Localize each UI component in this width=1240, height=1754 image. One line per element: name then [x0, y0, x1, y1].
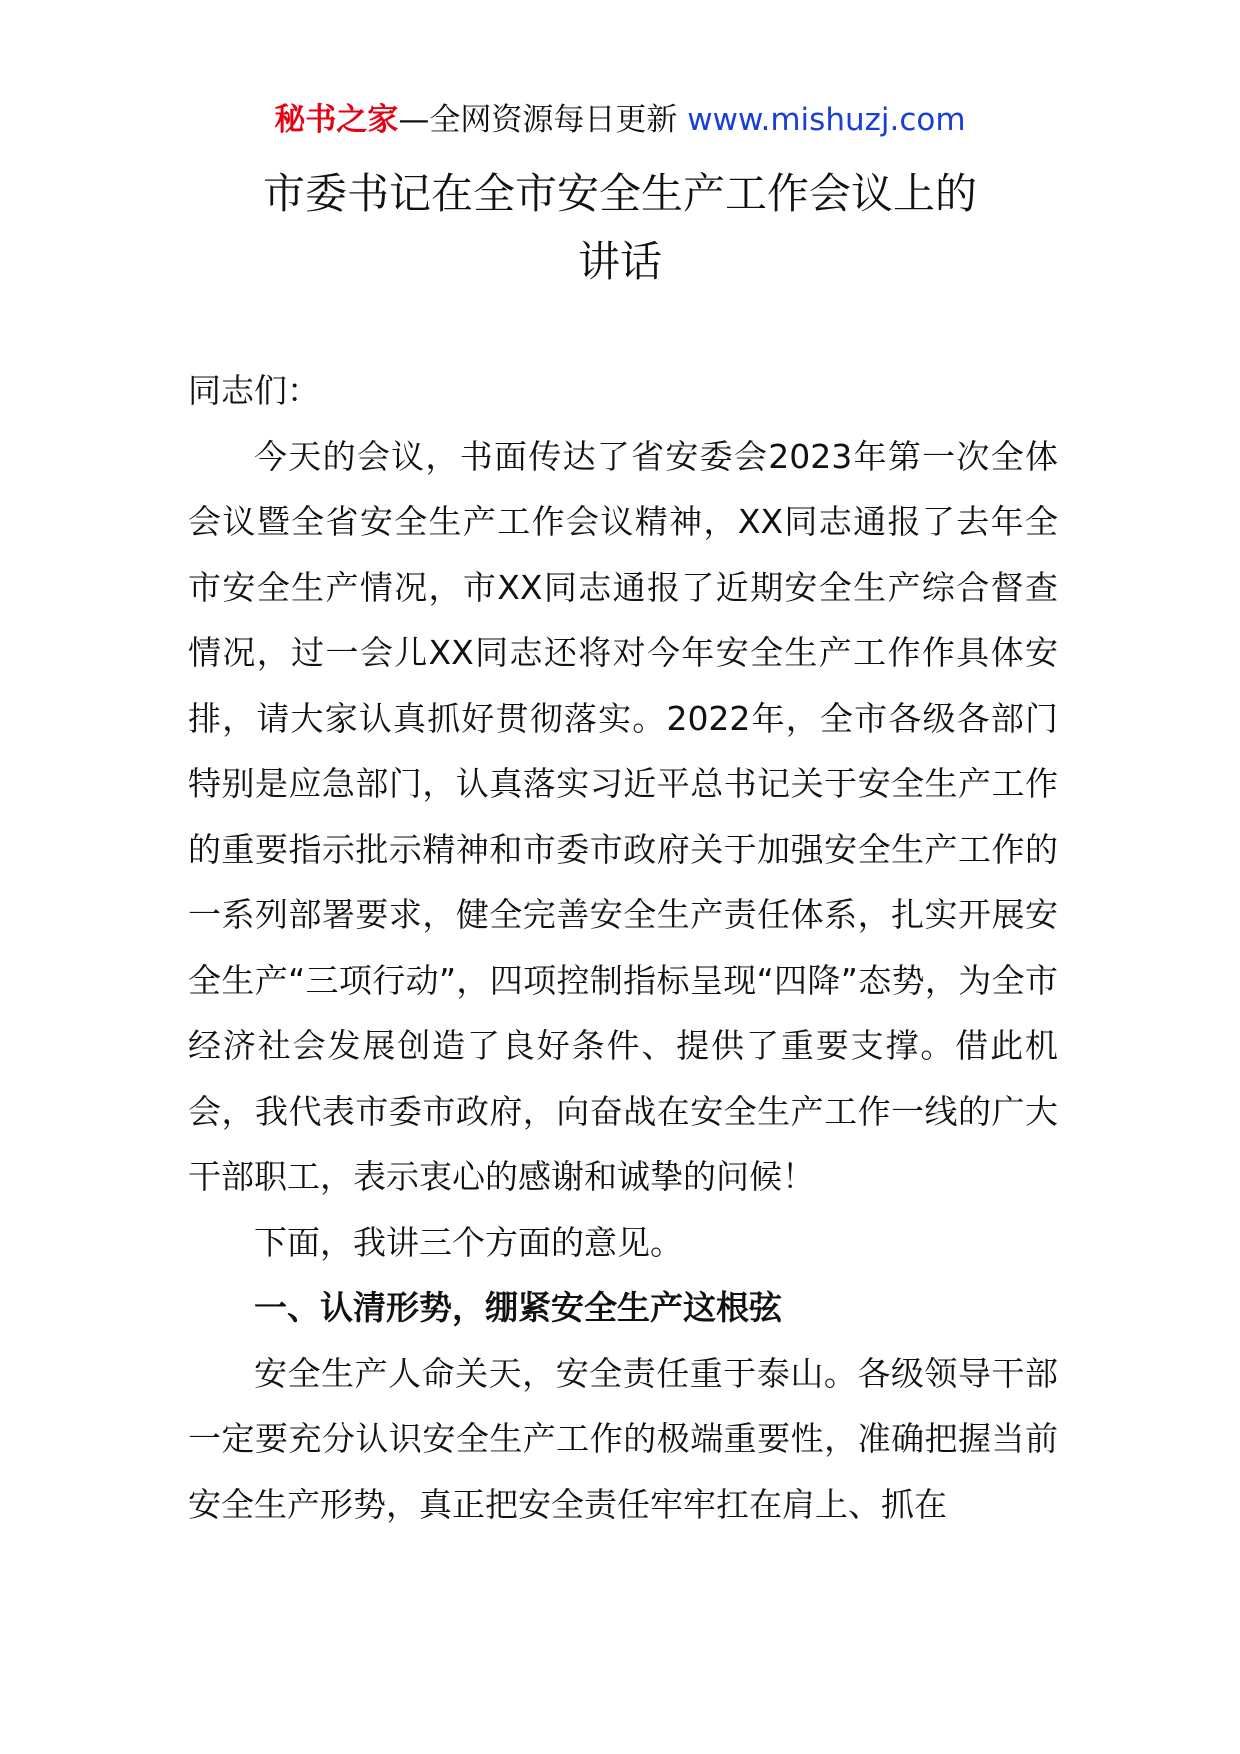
- section-heading-1: 一、认清形势，绷紧安全生产这根弦: [254, 1288, 782, 1327]
- paragraph-intro: 今天的会议，书面传达了省安委会2023年第一次全体会议暨全省安全生产工作会议精神，XX同志通报了去年全市安全生产情况，市XX同志通报了近期安全生产综合督查情况，过一会儿XX同志还将对今年安全生产工作作具体安排，请大家认真抓好贯彻落实。2022年，全市各级各部门特别是应急部门，认真落实习近平总书记关于安全生产工作的重要指示批示精神和市委市政府关于加强安全生产工作的一系列部署要求，健全完善安全生产责任体系，扎实开展安全生产“三项行动”，四项控制指标呈现“四降”态势，为全市经济社会发展创造了良好条件、提供了重要支撑。借此机会，我代表市委市政府，向奋战在安全生产工作一线的广大干部职工，表示衷心的感谢和诚挚的问候！: [188, 436, 1058, 1196]
- document-body: [188, 358, 1058, 1537]
- header-tagline: —全网资源每日更新: [398, 102, 678, 138]
- brand-name: 秘书之家: [274, 102, 399, 138]
- paragraph-section-1: 安全生产人命关天，安全责任重于泰山。各级领导干部一定要充分认识安全生产工作的极端重要性，准确把握当前安全生产形势，真正把安全责任牢牢扛在肩上、抓在: [188, 1353, 1058, 1524]
- site-url[interactable]: www.mishuzj.com: [687, 102, 966, 138]
- document-title: [120, 160, 1120, 296]
- paragraph-outline: 下面，我讲三个方面的意见。: [254, 1222, 683, 1262]
- site-header: [0, 100, 1240, 140]
- title-line-2: 讲话: [577, 237, 662, 286]
- title-line-1: 市委书记在全市安全生产工作会议上的: [262, 169, 977, 218]
- salutation: 同志们：: [188, 371, 320, 410]
